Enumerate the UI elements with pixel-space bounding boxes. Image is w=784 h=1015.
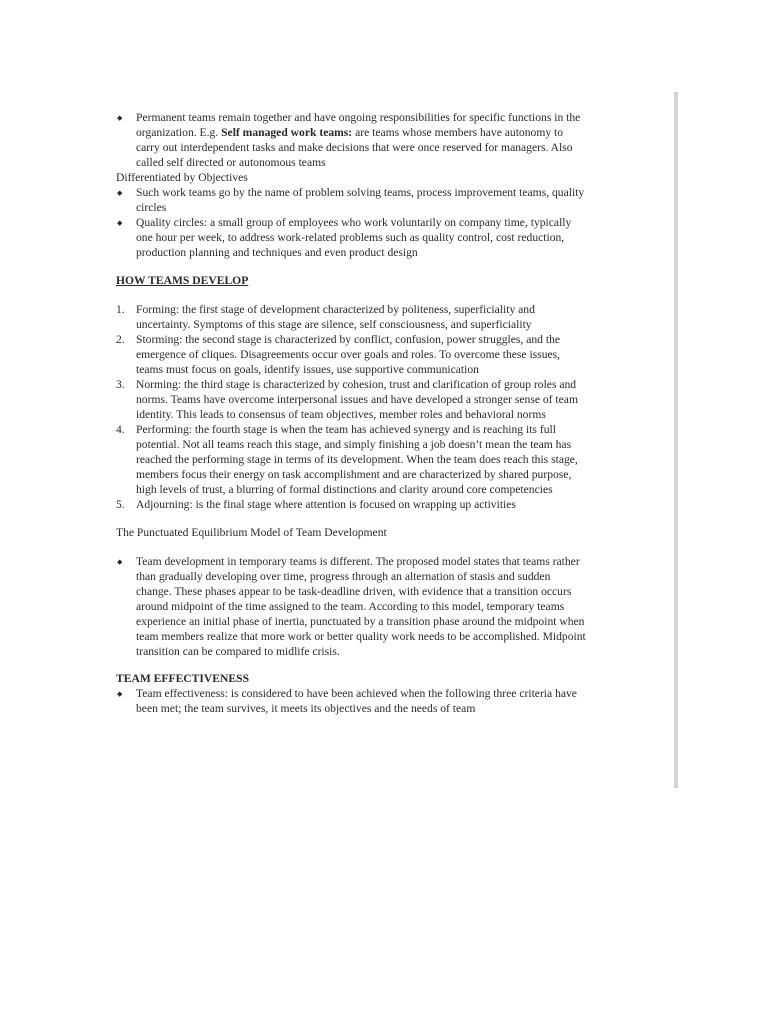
stage-text: Performing: the fourth stage is when the team has achieved synergy and is reaching its full potential. Not all teams reach this stage, and simply finishing a job doesn’t mean the team has reached the performing stage in terms of its development. When the team does reach this stage, members focus their energy on task accomplishment and are characterized by shared purpose, high levels of trust, a blurring of formal distinctions and clarity around core competencies: [136, 423, 578, 496]
bullet-permanent-teams: [116, 110, 586, 170]
stage-storming: [116, 332, 586, 377]
stage-forming: [116, 302, 586, 332]
bullet-text: Team development in temporary teams is different. The proposed model states that teams rather than gradually developing over time, progress through an alternation of stasis and sudden change. These phases appear to be task-deadline driven, with evidence that a transition occurs around midpoint of the time assigned to the team. According to this model, temporary teams experience an initial phase of inertia, punctuated by a transition phase around the midpoint when team members realize that more work or better quality work needs to be accomplished. Midpoint transition can be compared to midlife crisis.: [136, 555, 586, 658]
bullet-text: Quality circles: a small group of employees who work voluntarily on company time, typically one hour per week, to address work-related problems such as quality control, cost reduction, production planning and techniques and even product design: [136, 216, 572, 259]
stage-number: 4.: [116, 423, 125, 436]
permanent-teams-text-rest: are teams whose members have autonomy to carry out interdependent tasks and make decisions that were once reserved for managers. Also called self directed or autonomous teams: [136, 126, 573, 169]
stage-performing: [116, 422, 586, 497]
bullet-diamond-icon: ◆: [117, 558, 123, 566]
stage-number: 3.: [116, 378, 125, 391]
stage-number: 5.: [116, 498, 125, 511]
how-teams-develop-heading: HOW TEAMS DEVELOP: [116, 274, 249, 287]
self-managed-teams-term: Self managed work teams:: [221, 126, 353, 139]
stage-text: Norming: the third stage is characterized by cohesion, trust and clarification of group roles and norms. Teams have overcome interpersonal issues and have developed a stronger sense of team identity. This leads to consensus of team objectives, member roles and behavioral norms: [136, 378, 578, 421]
bullet-diamond-icon: ◆: [117, 189, 123, 197]
document-body: [116, 110, 586, 716]
punctuated-equilibrium-title: The Punctuated Equilibrium Model of Team Development: [116, 526, 387, 539]
stage-text: Forming: the first stage of development characterized by politeness, superficiality and uncertainty. Symptoms of this stage are silence, self consciousness, and superficiality: [136, 303, 535, 331]
bullet-problem-solving-teams: [116, 185, 586, 215]
stage-adjourning: [116, 497, 586, 512]
bullet-temporary-teams: [116, 554, 586, 659]
stage-number: 1.: [116, 303, 125, 316]
stage-text: Adjourning: is the final stage where attention is focused on wrapping up activities: [136, 498, 516, 511]
stage-number: 2.: [116, 333, 125, 346]
team-effectiveness-heading: TEAM EFFECTIVENESS: [116, 672, 250, 685]
bullet-quality-circles: [116, 215, 586, 260]
objectives-label: Differentiated by Objectives: [116, 171, 248, 184]
bullet-text: Team effectiveness: is considered to have been achieved when the following three criteria have been met; the team survives, it meets its objectives and the needs of team: [136, 687, 577, 715]
stage-text: Storming: the second stage is characterized by conflict, confusion, power struggles, and the emergence of cliques. Disagreements occur over goals and roles. To overcome these issues, teams must focus on goals, identify issues, use supportive communication: [136, 333, 561, 376]
permanent-teams-text: Permanent teams remain together and have ongoing responsibilities for specific functions in the organization. E.g.: [136, 111, 581, 139]
bullet-diamond-icon: ◆: [117, 114, 123, 122]
stage-norming: [116, 377, 586, 422]
page-edge-rule: [674, 92, 678, 788]
bullet-text: Such work teams go by the name of problem solving teams, process improvement teams, quality circles: [136, 186, 585, 214]
bullet-diamond-icon: ◆: [117, 219, 123, 227]
bullet-diamond-icon: ◆: [117, 690, 123, 698]
bullet-team-effectiveness: [116, 686, 586, 716]
